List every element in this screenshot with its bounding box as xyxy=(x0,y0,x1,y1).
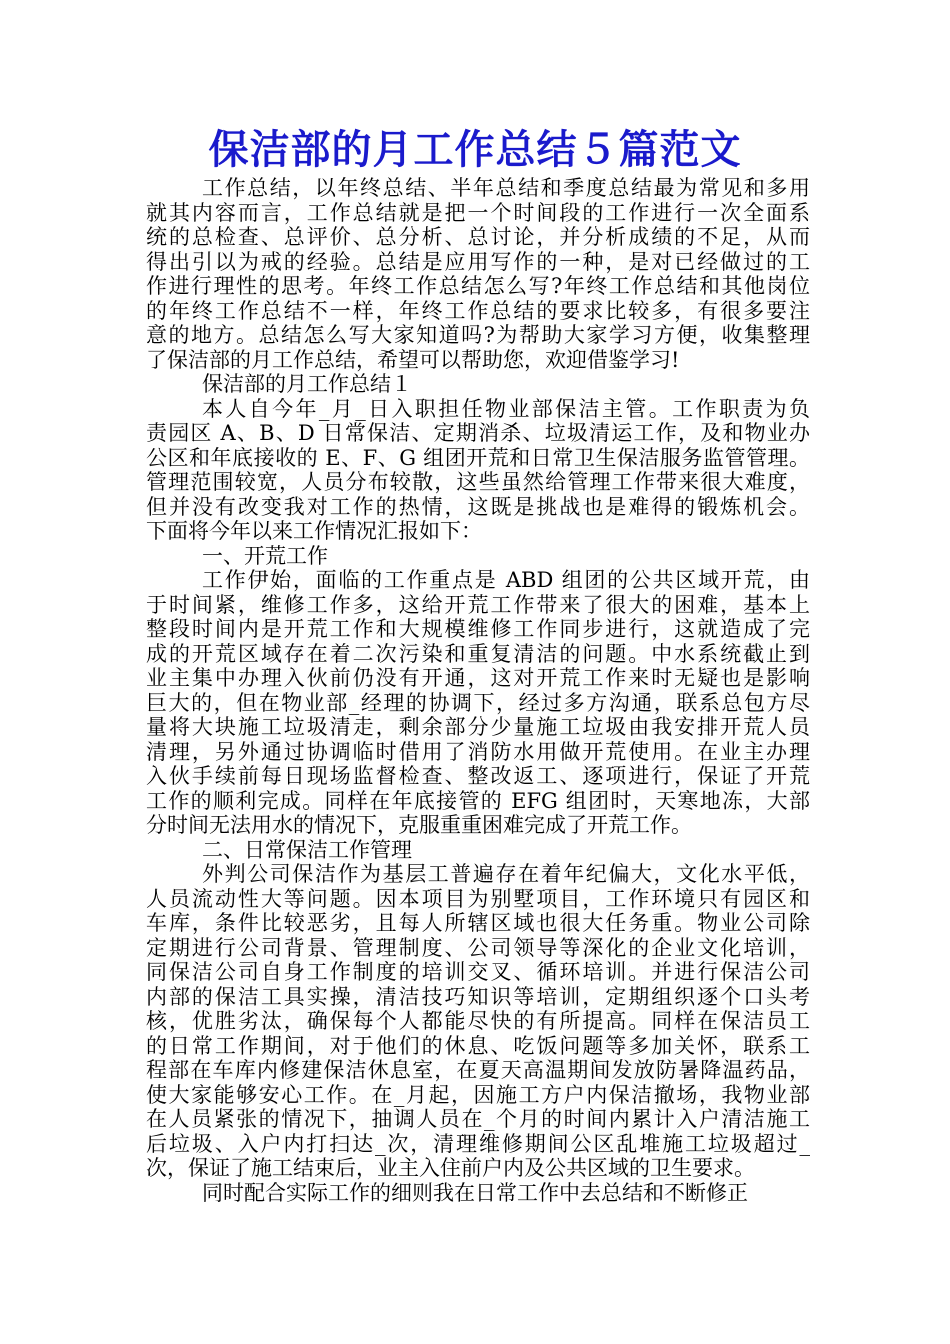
paragraph-line: 外判公司保洁作为基层工普遍存在着年纪偏大，文化水平低， xyxy=(202,862,810,886)
paragraph-line: 核，优胜劣汰，确保每个人都能尽快的有所提高。同样在保洁员工 xyxy=(146,1009,810,1033)
paragraph-line: 责园区 A、B、D 日常保洁、定期消杀、垃圾清运工作，及和物业办 xyxy=(146,421,810,445)
paragraph-line: 业主集中办理入伙前仍没有开通，这对开荒工作来时无疑也是影响 xyxy=(146,666,810,690)
paragraph-line: 本人自今年_月_日入职担任物业部保洁主管。工作职责为负 xyxy=(202,396,810,421)
paragraph-line: 但并没有改变我对工作的热情，这既是挑战也是难得的锻炼机会。 xyxy=(146,494,810,519)
paragraph-line: 分时间无法用水的情况下，克服重重困难完成了开荒工作。 xyxy=(146,813,692,837)
document-title: 保洁部的月工作总结５篇范文 xyxy=(208,126,742,173)
paragraph-line: 工作伊始，面临的工作重点是 ABD 组团的公共区域开荒，由 xyxy=(202,568,810,592)
paragraph-line: 于时间紧，维修工作多，这给开荒工作带来了很大的困难，基本上 xyxy=(146,592,810,617)
paragraph-line: 同保洁公司自身工作制度的培训交叉、循环培训。并进行保洁公司 xyxy=(146,960,810,984)
paragraph-line: 整段时间内是开荒工作和大规模维修工作同步进行，这就造成了完 xyxy=(146,617,810,641)
paragraph-line: 了保洁部的月工作总结，希望可以帮助您，欢迎借鉴学习! xyxy=(146,347,680,372)
paragraph-line: 的日常工作期间，对于他们的休息、吃饭问题等多加关怀，联系工 xyxy=(146,1033,810,1058)
paragraph-line: 车库，条件比较恶劣，且每人所辖区域也很大任务重。物业公司除 xyxy=(146,911,810,935)
paragraph-line: 在人员紧张的情况下，抽调人员在_个月的时间内累计入户清洁施工 xyxy=(146,1107,810,1131)
paragraph-line: 量将大块施工垃圾清走，剩余部分少量施工垃圾由我安排开荒人员 xyxy=(146,715,810,739)
paragraph-line: 程部在车库内修建保洁休息室，在夏天高温期间发放防暑降温药品， xyxy=(146,1058,810,1082)
paragraph-line: 使大家能够安心工作。在_月起，因施工方户内保洁撤场，我物业部 xyxy=(146,1082,810,1107)
paragraph-line: 定期进行公司背景、管理制度、公司领导等深化的企业文化培训， xyxy=(146,935,810,960)
section-heading: 保洁部的月工作总结１ xyxy=(202,372,412,396)
document-body xyxy=(146,176,810,1205)
paragraph-line: 入伙手续前每日现场监督检查、整改返工、逐项进行，保证了开荒 xyxy=(146,764,810,788)
paragraph-line: 内部的保洁工具实操，清洁技巧知识等培训，定期组织逐个口头考 xyxy=(146,984,810,1009)
paragraph-line: 清理，另外通过协调临时借用了消防水用做开荒使用。在业主办理 xyxy=(146,739,810,764)
paragraph-line: 工作总结，以年终总结、半年总结和季度总结最为常见和多用 xyxy=(202,176,810,200)
section-heading: 二、日常保洁工作管理 xyxy=(202,837,412,862)
paragraph-line: 工作的顺利完成。同样在年底接管的 EFG 组团时，天寒地冻，大部 xyxy=(146,788,810,813)
paragraph-line: 后垃圾、入户内打扫达_次，清理维修期间公区乱堆施工垃圾超过_ xyxy=(146,1131,810,1156)
paragraph-line: 公区和年底接收的 E、F、G 组团开荒和日常卫生保洁服务监管管理。 xyxy=(146,445,810,470)
paragraph-line: 就其内容而言，工作总结就是把一个时间段的工作进行一次全面系 xyxy=(146,200,810,225)
paragraph-line: 作进行理性的思考。年终工作总结怎么写?年终工作总结和其他岗位 xyxy=(146,274,810,298)
paragraph-line: 次，保证了施工结束后，业主入住前户内及公共区域的卫生要求。 xyxy=(146,1156,755,1180)
paragraph-line: 巨大的，但在物业部_经理的协调下，经过多方沟通，联系总包方尽 xyxy=(146,690,810,715)
paragraph-line: 人员流动性大等问题。因本项目为别墅项目，工作环境只有园区和 xyxy=(146,886,810,911)
paragraph-line: 下面将今年以来工作情况汇报如下： xyxy=(146,519,482,543)
paragraph-line: 成的开荒区域存在着二次污染和重复清洁的问题。中水系统截止到 xyxy=(146,641,810,666)
paragraph-line: 的年终工作总结不一样，年终工作总结的要求比较多，有很多要注 xyxy=(146,298,810,323)
paragraph-line: 意的地方。总结怎么写大家知道吗?为帮助大家学习方便，收集整理 xyxy=(146,323,810,347)
paragraph-line: 管理范围较宽，人员分布较散，这些虽然给管理工作带来很大难度， xyxy=(146,470,810,494)
paragraph-line: 统的总检查、总评价、总分析、总讨论，并分析成绩的不足，从而 xyxy=(146,225,810,249)
paragraph-line: 同时配合实际工作的细则我在日常工作中去总结和不断修正 xyxy=(202,1180,748,1205)
section-heading: 一、开荒工作 xyxy=(202,543,328,568)
paragraph-line: 得出引以为戒的经验。总结是应用写作的一种，是对已经做过的工 xyxy=(146,249,810,274)
